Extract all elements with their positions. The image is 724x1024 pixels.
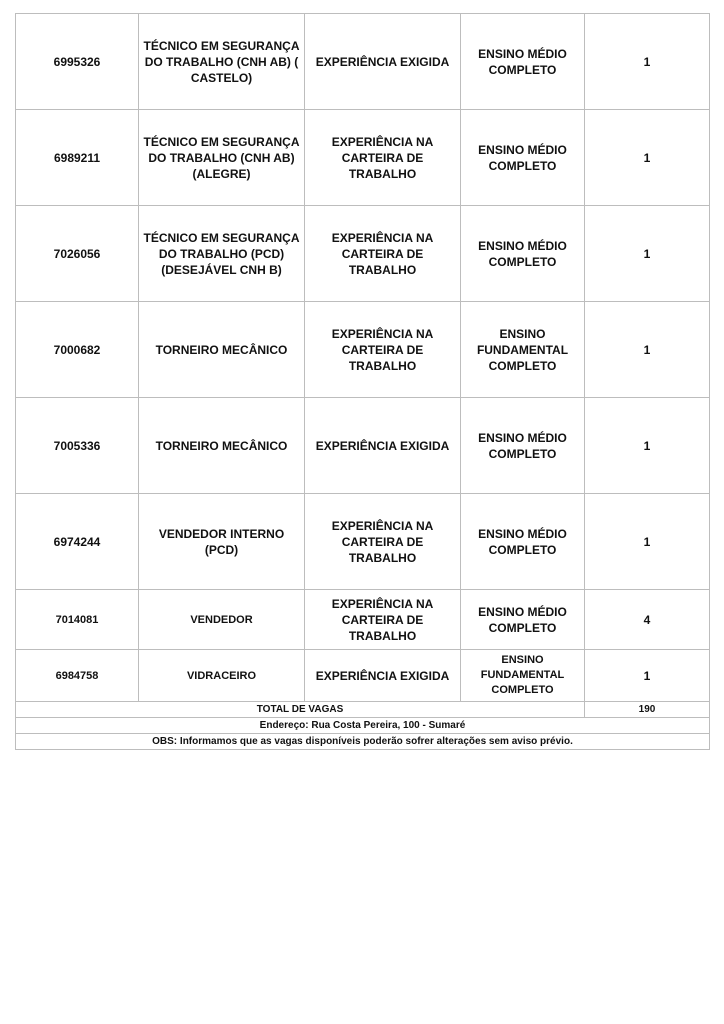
job-code: 6974244 (16, 494, 139, 590)
job-vacancies: 1 (585, 110, 710, 206)
notice-text: OBS: Informamos que as vagas disponíveis poderão sofrer alterações sem aviso prévio. (16, 734, 710, 750)
job-vacancies: 1 (585, 494, 710, 590)
job-code: 7000682 (16, 302, 139, 398)
job-title: TORNEIRO MECÂNICO (139, 302, 305, 398)
total-value: 190 (585, 702, 710, 718)
job-vacancies: 1 (585, 398, 710, 494)
job-code: 6995326 (16, 14, 139, 110)
job-code: 6989211 (16, 110, 139, 206)
job-education: ENSINO FUNDAMENTAL COMPLETO (461, 650, 585, 702)
table-row (16, 398, 710, 494)
job-code: 7026056 (16, 206, 139, 302)
table-row (16, 110, 710, 206)
table-row (16, 494, 710, 590)
job-education: ENSINO FUNDAMENTAL COMPLETO (461, 302, 585, 398)
job-experience: EXPERIÊNCIA NA CARTEIRA DE TRABALHO (305, 206, 461, 302)
job-experience: EXPERIÊNCIA NA CARTEIRA DE TRABALHO (305, 494, 461, 590)
job-title: VIDRACEIRO (139, 650, 305, 702)
job-education: ENSINO MÉDIO COMPLETO (461, 590, 585, 650)
job-experience: EXPERIÊNCIA NA CARTEIRA DE TRABALHO (305, 110, 461, 206)
job-vacancies: 1 (585, 206, 710, 302)
table-row (16, 650, 710, 702)
job-education: ENSINO MÉDIO COMPLETO (461, 14, 585, 110)
job-vacancies: 1 (585, 14, 710, 110)
job-table (15, 13, 710, 750)
total-label: TOTAL DE VAGAS (16, 702, 585, 718)
job-code: 7005336 (16, 398, 139, 494)
table-row (16, 302, 710, 398)
job-education: ENSINO MÉDIO COMPLETO (461, 494, 585, 590)
job-experience: EXPERIÊNCIA NA CARTEIRA DE TRABALHO (305, 590, 461, 650)
address-text: Endereço: Rua Costa Pereira, 100 - Sumaré (16, 718, 710, 734)
job-education: ENSINO MÉDIO COMPLETO (461, 110, 585, 206)
job-experience: EXPERIÊNCIA EXIGIDA (305, 398, 461, 494)
job-title: TORNEIRO MECÂNICO (139, 398, 305, 494)
table-row (16, 206, 710, 302)
job-code: 7014081 (16, 590, 139, 650)
job-title: TÉCNICO EM SEGURANÇA DO TRABALHO (PCD) (DESEJÁVEL CNH B) (139, 206, 305, 302)
table-row (16, 590, 710, 650)
table-row (16, 14, 710, 110)
job-experience: EXPERIÊNCIA EXIGIDA (305, 14, 461, 110)
job-title: VENDEDOR INTERNO (PCD) (139, 494, 305, 590)
job-title: TÉCNICO EM SEGURANÇA DO TRABALHO (CNH AB) ( CASTELO) (139, 14, 305, 110)
job-vacancies: 1 (585, 650, 710, 702)
job-education: ENSINO MÉDIO COMPLETO (461, 398, 585, 494)
job-vacancies: 1 (585, 302, 710, 398)
job-title: TÉCNICO EM SEGURANÇA DO TRABALHO (CNH AB) (ALEGRE) (139, 110, 305, 206)
job-vacancies: 4 (585, 590, 710, 650)
job-education: ENSINO MÉDIO COMPLETO (461, 206, 585, 302)
job-listing-sheet (15, 13, 709, 750)
job-title: VENDEDOR (139, 590, 305, 650)
job-experience: EXPERIÊNCIA NA CARTEIRA DE TRABALHO (305, 302, 461, 398)
note-row (16, 734, 710, 750)
job-code: 6984758 (16, 650, 139, 702)
job-experience: EXPERIÊNCIA EXIGIDA (305, 650, 461, 702)
address-row (16, 718, 710, 734)
total-row (16, 702, 710, 718)
